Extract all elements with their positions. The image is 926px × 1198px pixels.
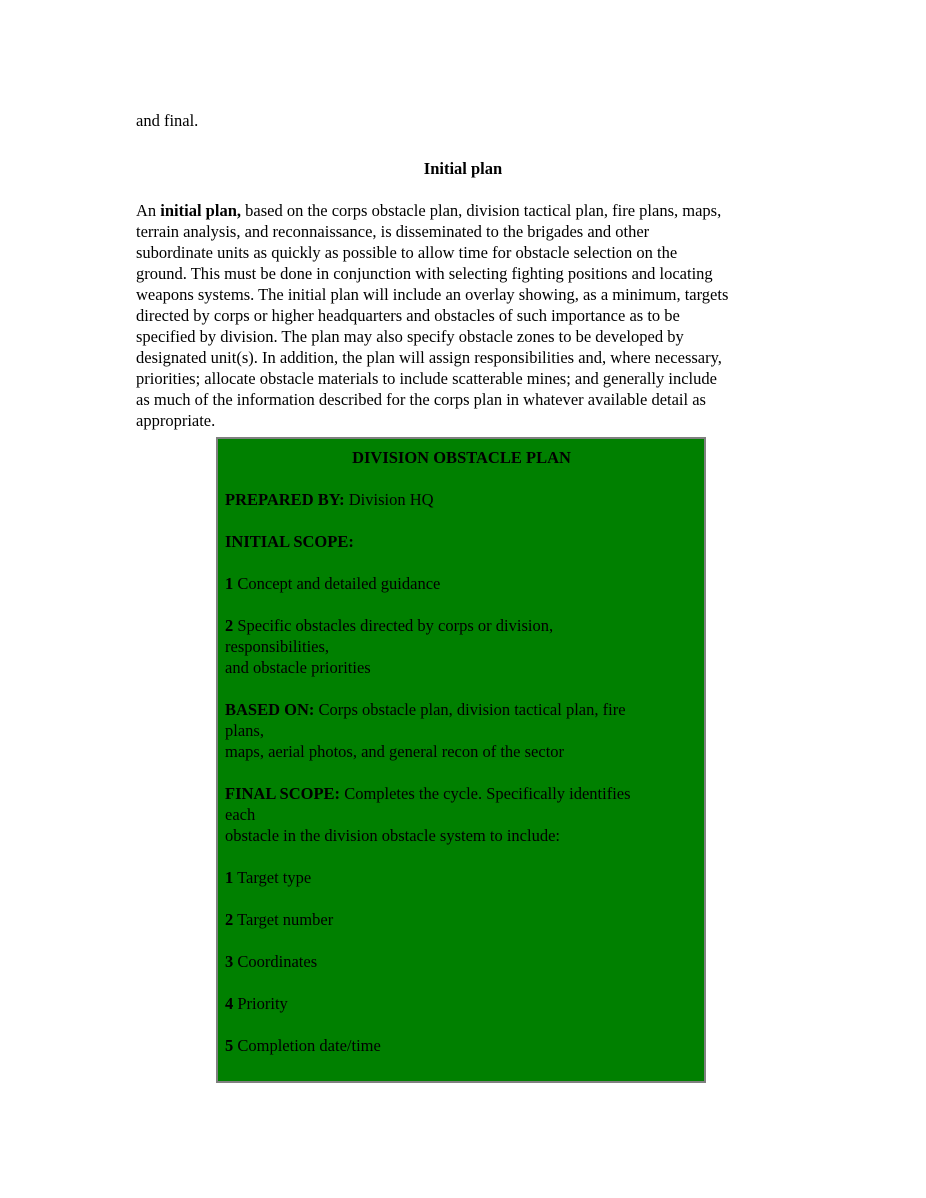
final-scope-line: obstacle in the division obstacle system to include: [225,826,560,845]
paragraph-line: ground. This must be done in conjunction with selecting fighting positions and locating [136,264,713,283]
item-text: Priority [233,994,288,1013]
paragraph-line: priorities; allocate obstacle materials to include scatterable mines; and generally include [136,369,717,388]
item-number: 4 [225,994,234,1013]
prepared-by [225,489,698,510]
initial-scope-heading: INITIAL SCOPE: [225,532,354,551]
paragraph-line: directed by corps or higher headquarters and obstacles of such importance as to be [136,306,680,325]
prepared-by-value: Division HQ [344,490,434,509]
based-on [225,699,698,762]
item-number: 2 [225,616,234,635]
based-on-text: Corps obstacle plan, division tactical plan, fire [314,700,626,719]
paragraph-line [136,200,798,221]
paragraph-line: terrain analysis, and reconnaissance, is disseminated to the brigades and other [136,222,650,241]
item-number: 5 [225,1036,234,1055]
final-scope-item [225,867,698,888]
item-line [225,615,698,636]
intro-line: and final. [136,111,199,130]
item-number: 2 [225,910,234,929]
paragraph-line: appropriate. [136,411,216,430]
final-scope-line [225,783,698,804]
initial-scope-label [225,531,698,552]
item-text: Specific obstacles directed by corps or division, [233,616,554,635]
division-obstacle-plan-box [216,437,706,1083]
final-scope-item [225,993,698,1014]
item-number: 1 [225,574,234,593]
paragraph-line: designated unit(s). In addition, the plan will assign responsibilities and, where necessary, [136,348,722,367]
initial-scope-item [225,573,698,594]
paragraph-line: weapons systems. The initial plan will include an overlay showing, as a minimum, targets [136,285,729,304]
prepared-by-label: PREPARED BY: [225,490,345,509]
final-scope-line: each [225,805,256,824]
paragraph-line: subordinate units as quickly as possible to allow time for obstacle selection on the [136,243,678,262]
item-number: 1 [225,868,234,887]
item-text: Target number [233,910,334,929]
final-scope-label: FINAL SCOPE: [225,784,341,803]
final-scope-text: Completes the cycle. Specifically identifies [340,784,631,803]
initial-scope-item [225,615,698,678]
item-text: Completion date/time [233,1036,381,1055]
based-on-line: plans, [225,721,264,740]
final-scope-item [225,909,698,930]
based-on-line [225,699,698,720]
item-number: 3 [225,952,234,971]
based-on-label: BASED ON: [225,700,315,719]
paragraph-term: initial plan, [160,201,241,220]
based-on-line: maps, aerial photos, and general recon of the sector [225,742,565,761]
item-line: and obstacle priorities [225,658,371,677]
item-line: responsibilities, [225,637,330,656]
item-text: Target type [233,868,312,887]
final-scope-item [225,1035,698,1056]
item-text: Coordinates [233,952,318,971]
paragraph-text: based on the corps obstacle plan, division tactical plan, fire plans, maps, [241,201,722,220]
paragraph-line: specified by division. The plan may also specify obstacle zones to be developed by [136,327,684,346]
final-scope-item [225,951,698,972]
plan-box-title: DIVISION OBSTACLE PLAN [352,448,571,467]
body-paragraph [136,200,798,431]
paragraph-line: as much of the information described for the corps plan in whatever available detail as [136,390,706,409]
section-heading: Initial plan [423,159,503,178]
item-text: Concept and detailed guidance [233,574,441,593]
paragraph-lead: An [136,201,161,220]
final-scope [225,783,698,846]
